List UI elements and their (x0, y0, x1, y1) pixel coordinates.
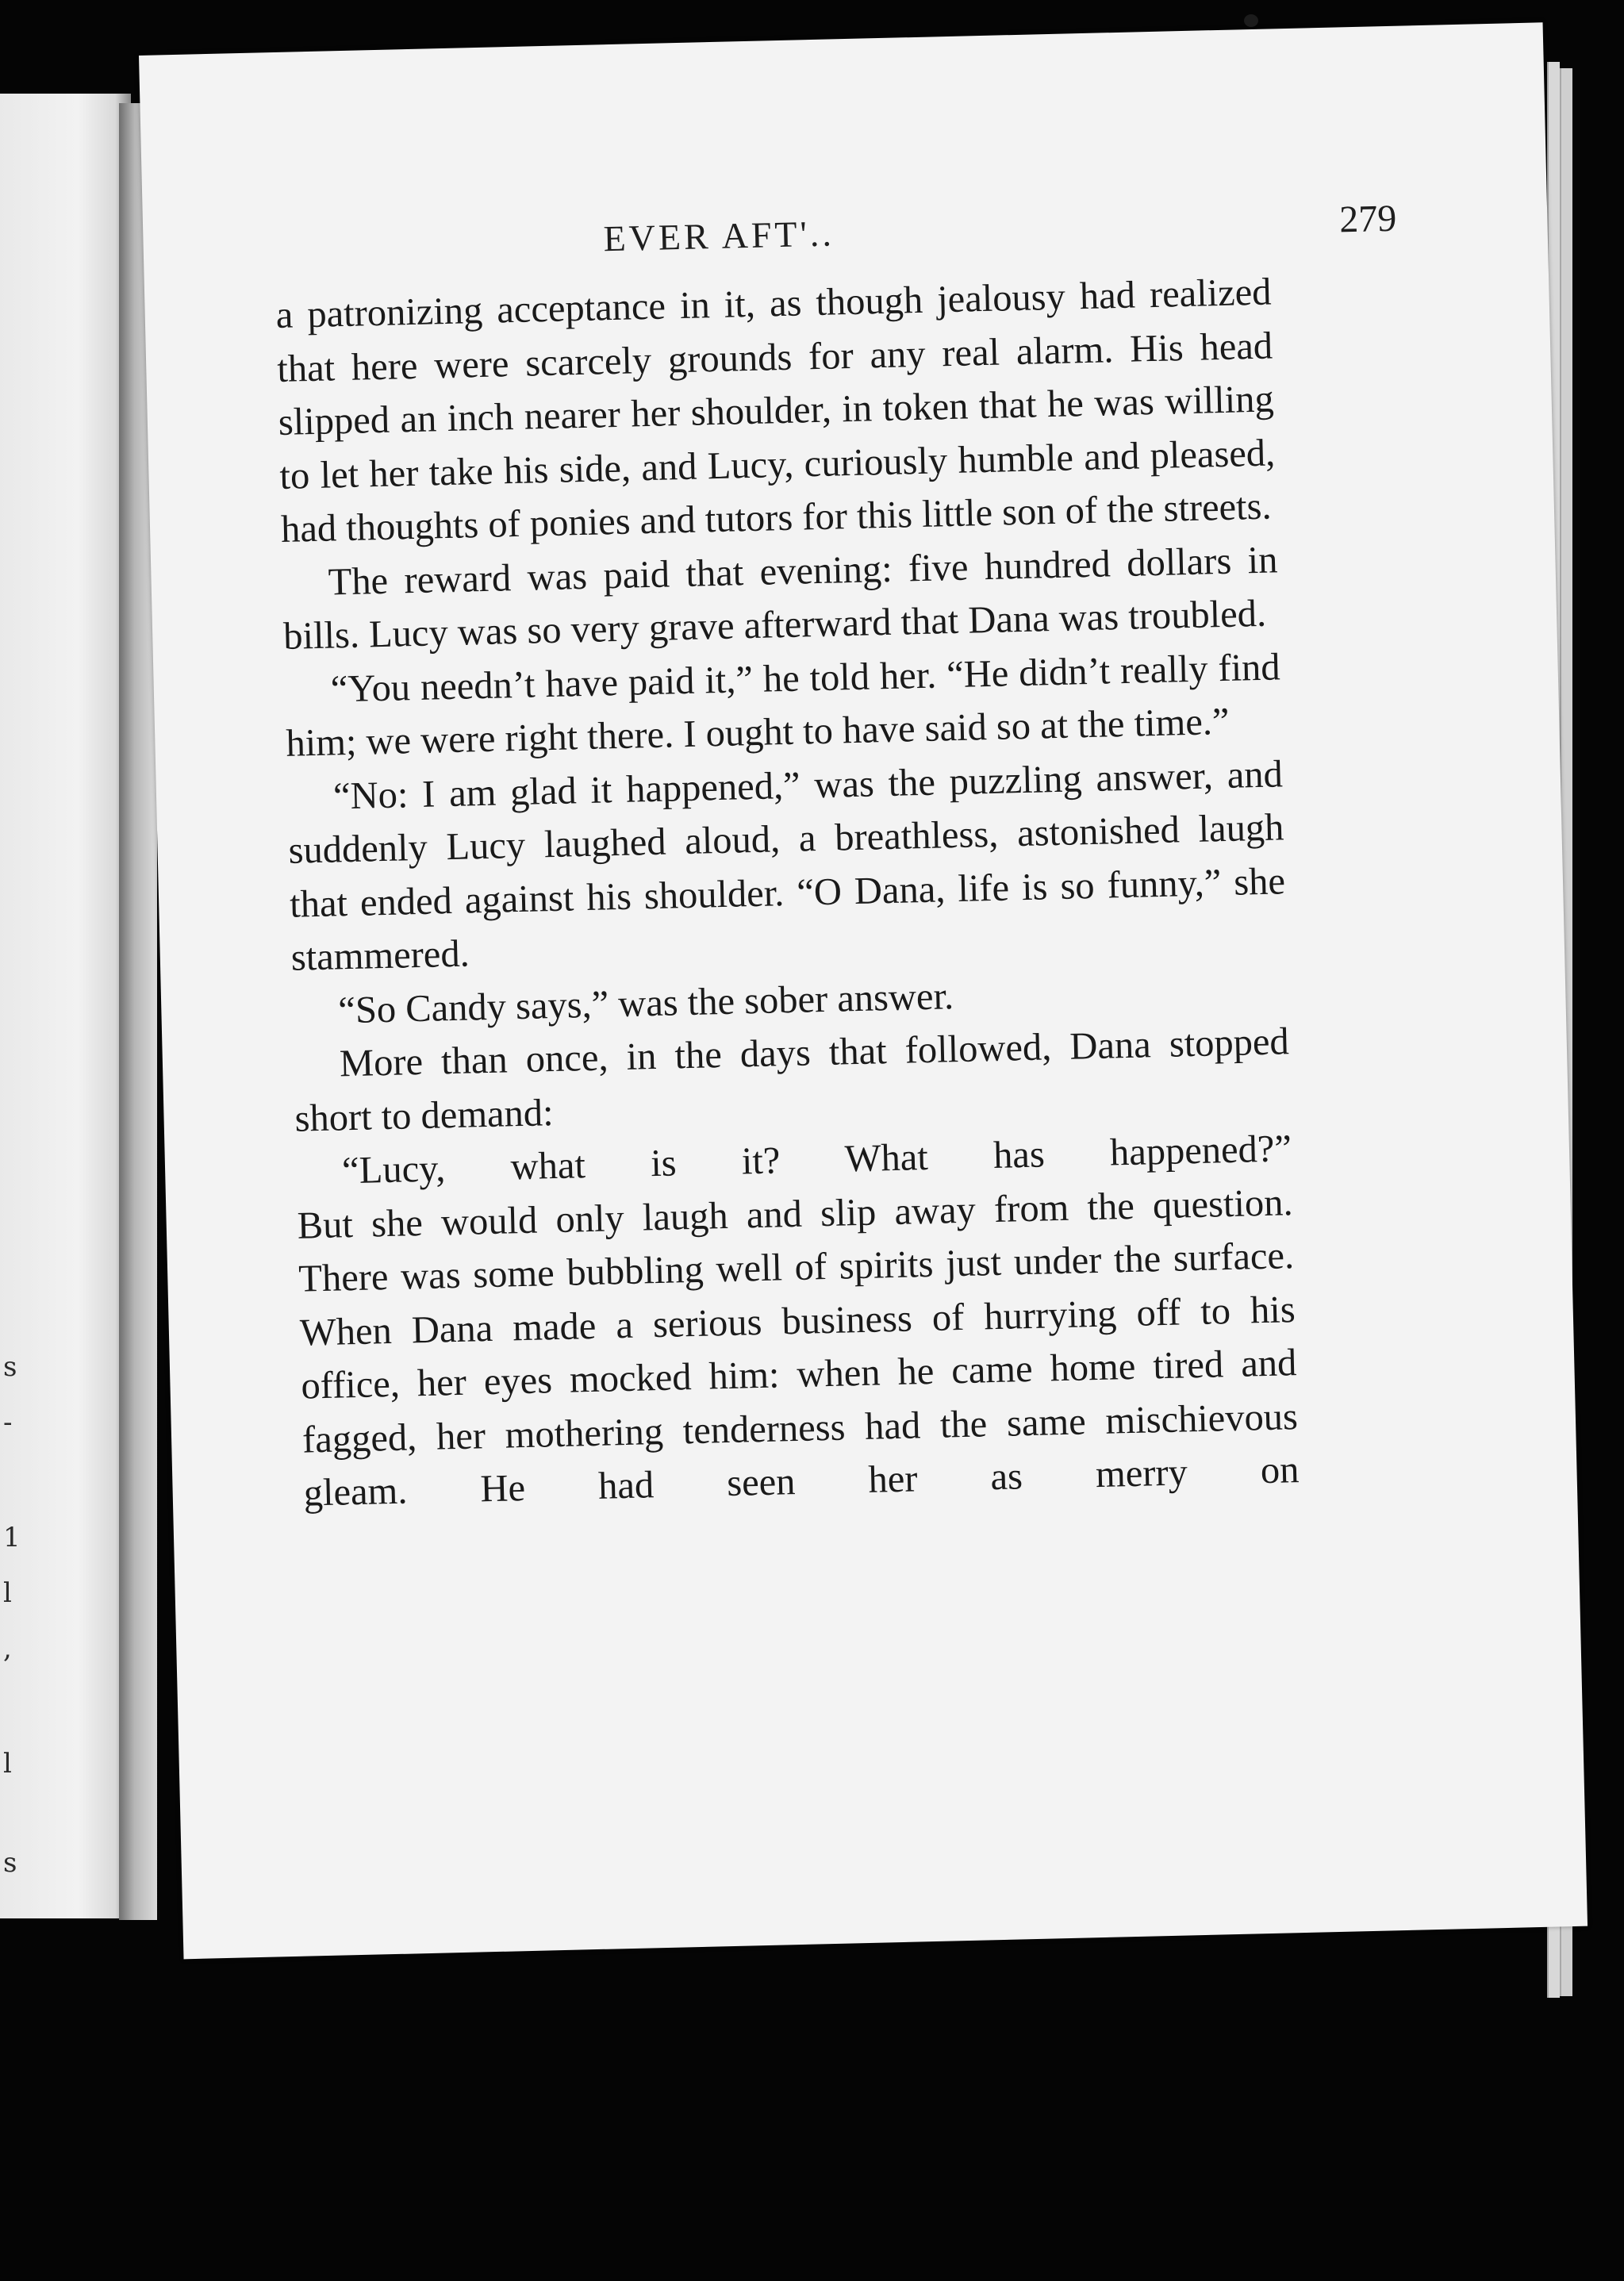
page-number: 279 (1338, 197, 1397, 241)
paragraph: “You needn’t have paid it,” he told her. “He didn’t really find him; we were right there. I ought to have said so at the time.” (285, 645, 1281, 765)
running-head: EVER AFT'.. (602, 213, 835, 259)
paragraph: But she would only laugh and slip away from the question. There was some bubbling well of spirits just under the surface. When Dana made a serious business of hurrying off to his office, her eyes mocked him: when he came home tired and fagged, her mothering tenderness had the same mischievous gleam. He had seen her as merry on (297, 1181, 1300, 1515)
paragraph: The reward was paid that evening: five hundred dollars in bills. Lucy was so very grave afterward that Dana was troubled. (282, 538, 1278, 658)
left-page-fragment: s (3, 1847, 17, 1879)
left-page-fragment: - (3, 1407, 13, 1438)
left-page-fragment: 1 (3, 1522, 21, 1553)
body-text (275, 265, 1300, 1520)
left-page-fragment: s (3, 1351, 17, 1383)
dust-speck (1244, 14, 1258, 27)
paragraph: “So Candy says,” was the sober answer. (337, 974, 954, 1031)
left-page-fragment: , (3, 1633, 12, 1665)
left-page-fragment: l (3, 1577, 12, 1609)
paragraph: “No: I am glad it happened,” was the puzzling answer, and suddenly Lucy laughed aloud, a breathless, astonished laugh that ended against his shoulder. “O Dana, life is so funny,” she stammered. (288, 752, 1286, 979)
paragraph: a patronizing acceptance in it, as though jealousy had realized that here were scarcely grounds for any real alarm. His head slipped an inch nearer her shoulder, in token that he was willing to let her take his side, and Lucy, curiously humble and pleased, had thoughts of ponies and tutors for this little son of the streets. (275, 271, 1276, 551)
left-page-fragment: l (3, 1748, 12, 1780)
paragraph: More than once, in the days that followed, Dana stopped short to demand: (294, 1020, 1290, 1140)
paragraph: “Lucy, what is it? What has happened?” (341, 1127, 1292, 1192)
book-page (139, 22, 1588, 1959)
previous-page-sliver (0, 94, 131, 1918)
